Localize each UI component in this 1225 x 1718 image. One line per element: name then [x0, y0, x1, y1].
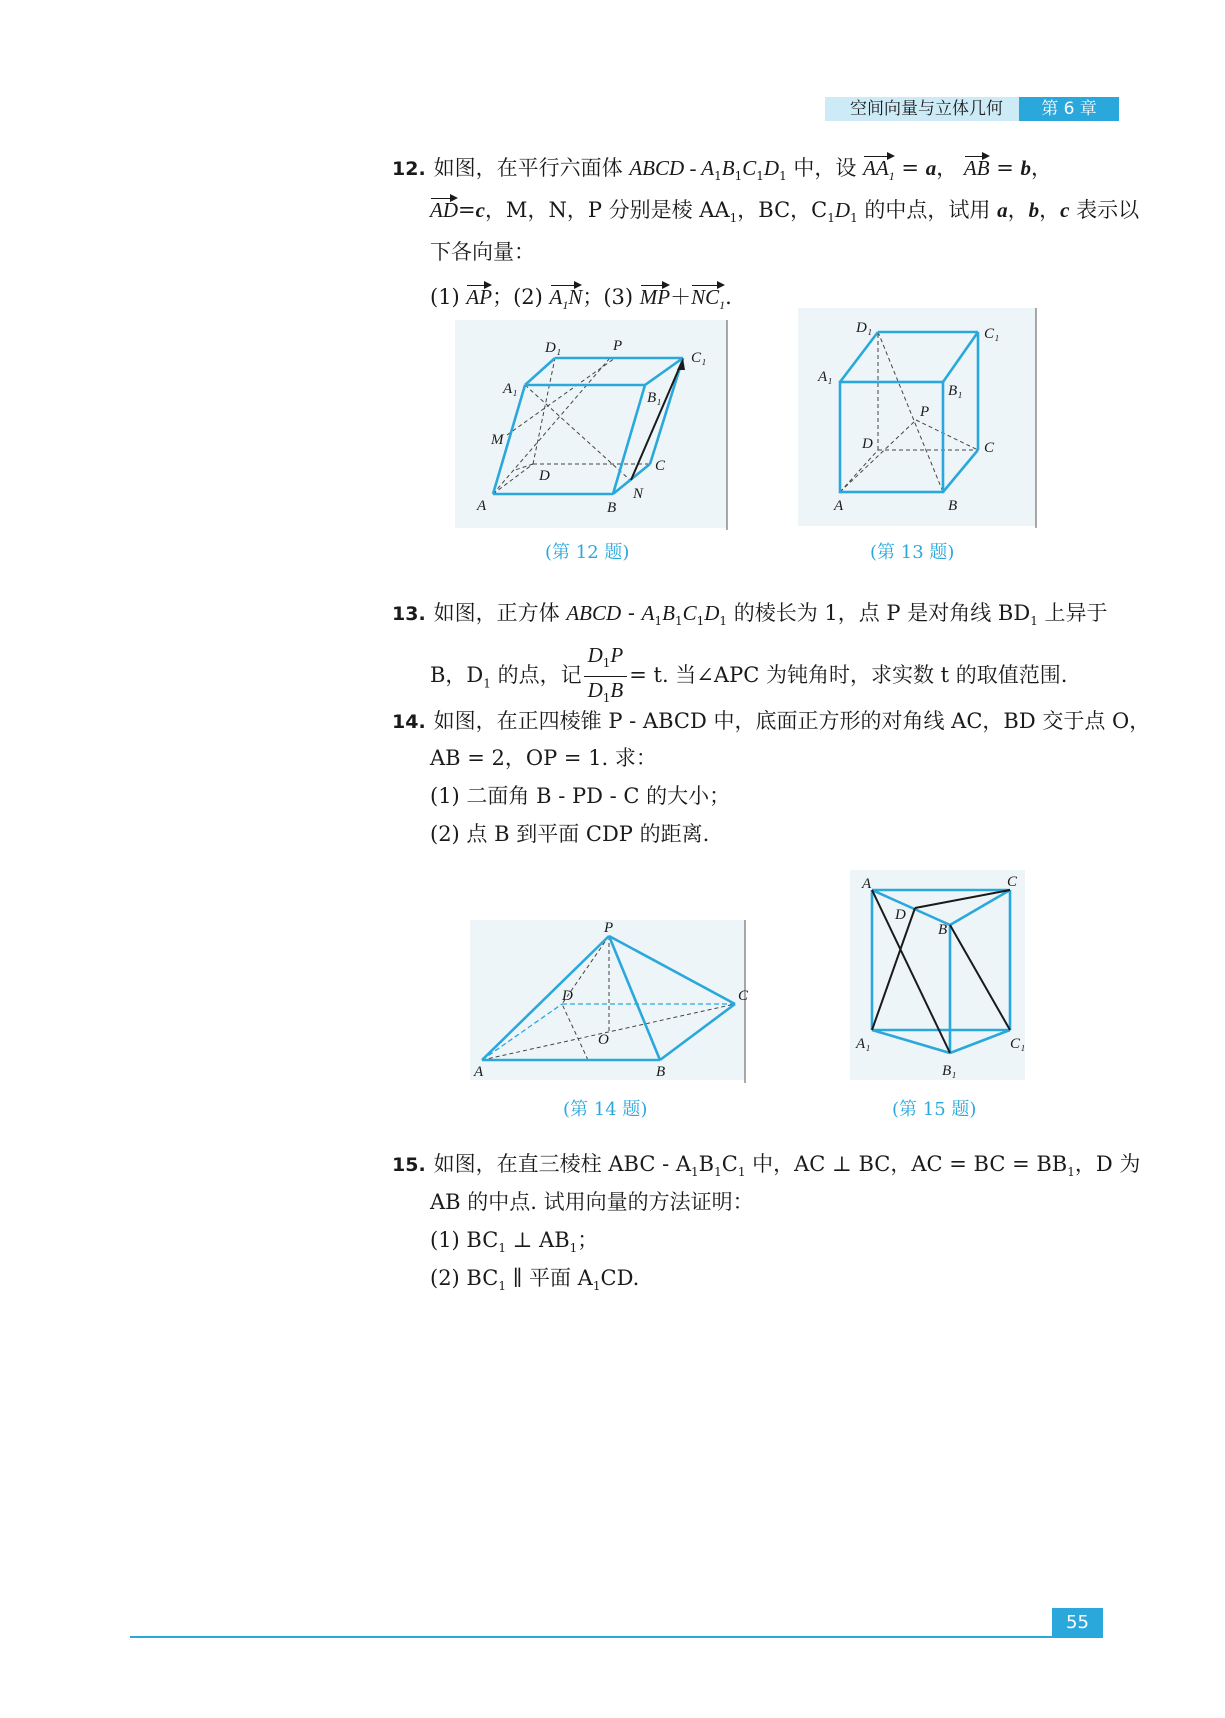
svg-text:D: D — [562, 988, 573, 1004]
problem-14-line-1: 14. 如图，在正四棱锥 P - ABCD 中，底面正方形的对角线 AC，BD 交于点 O， — [392, 709, 1151, 733]
svg-text:C: C — [984, 440, 995, 456]
svg-text:O: O — [598, 1032, 609, 1048]
problem-12-line-4: (1) AP；(2) $A_1N$；(3) $MP+NC_1$. — [430, 285, 732, 313]
svg-text:C: C — [655, 458, 666, 474]
svg-text:B₁: B₁ — [942, 1063, 957, 1079]
svg-text:C: C — [1007, 874, 1018, 890]
problem-15-line-2: AB 的中点. 试用向量的方法证明： — [430, 1190, 754, 1214]
vector-AD: AD — [430, 198, 458, 222]
vector-AA1: $AA_1$ — [863, 156, 895, 184]
svg-text:D₁: D₁ — [545, 340, 562, 356]
page-number: 55 — [1052, 1608, 1103, 1638]
svg-text:D: D — [895, 907, 906, 923]
figure-13-cube — [798, 308, 1040, 528]
svg-text:C: C — [738, 988, 749, 1004]
problem-13-line-2: B，$D_1$ 的点，记 $\frac{D_1P}{D_1B}$ = t. 当∠APC 为钝角时，求实数 t 的取值范围. — [430, 642, 1067, 711]
svg-text:A₁: A₁ — [818, 369, 833, 385]
problem-14-line-4: (2) 点 B 到平面 CDP 的距离. — [430, 822, 710, 846]
svg-text:B: B — [607, 500, 617, 516]
fraction-D1P-over-D1B: $\frac{D_1P}{D_1B}$ — [584, 642, 628, 711]
svg-text:A: A — [477, 498, 487, 514]
svg-text:A: A — [834, 498, 844, 514]
problem-15-line-1: 15. 如图，在直三棱柱 ABC - $A_1B_1C_1$ 中，AC ⊥ BC，AC = BC = $BB_1$，D 为 — [392, 1152, 1141, 1180]
svg-text:D: D — [862, 436, 873, 452]
figure-15-prism — [850, 870, 1030, 1085]
svg-text:P: P — [920, 404, 930, 420]
svg-text:C₁: C₁ — [691, 350, 707, 366]
running-header-chapter: 第 6 章 — [1019, 97, 1119, 121]
problem-13-line-1: 13. 如图，正方体 ABCD - $A_1B_1C_1D_1$ 的棱长为 1，点 P 是对角线 $BD_1$ 上异于 — [392, 601, 1108, 629]
svg-text:B: B — [938, 922, 948, 938]
figure-12-caption: (第 12 题) — [545, 542, 630, 563]
svg-text:D: D — [539, 468, 550, 484]
problem-12-line-3: 下各向量： — [430, 240, 535, 264]
problem-number: 12. — [392, 158, 426, 180]
svg-text:M: M — [491, 432, 504, 448]
figure-15-caption: (第 15 题) — [892, 1099, 977, 1120]
svg-text:A₁: A₁ — [856, 1036, 871, 1052]
svg-text:B₁: B₁ — [948, 383, 963, 399]
vector-MP: MP — [639, 285, 671, 309]
footer-rule — [130, 1636, 1103, 1638]
svg-text:B₁: B₁ — [647, 390, 662, 406]
vector-NC1: $NC_1$ — [691, 285, 726, 313]
svg-text:B: B — [948, 498, 958, 514]
problem-12-line-2: AD=c，M，N，P 分别是棱 $AA_1$，BC，$C_1D_1$ 的中点，试用 a，b，c 表示以 — [430, 198, 1140, 226]
svg-text:A₁: A₁ — [503, 381, 518, 397]
problem-14-line-3: (1) 二面角 B - PD - C 的大小； — [430, 784, 731, 808]
figure-14-caption: (第 14 题) — [563, 1099, 648, 1120]
problem-12-line-1: 12. 如图，在平行六面体 ABCD - $A_1B_1C_1D_1$ 中，设 $AA_1 = a$， AB = b， — [392, 156, 1053, 184]
problem-15-line-4: (2) $BC_1$ ∥ 平面 $A_1CD$. — [430, 1266, 640, 1294]
vector-AB: AB — [963, 156, 990, 180]
problem-14-line-2: AB = 2，OP = 1. 求： — [430, 746, 657, 770]
running-header-section: 空间向量与立体几何 — [825, 97, 1028, 121]
vector-A1N: $A_1N$ — [549, 285, 583, 313]
figure-14-pyramid — [470, 920, 750, 1085]
svg-text:A: A — [474, 1064, 484, 1080]
svg-text:B: B — [656, 1064, 666, 1080]
svg-text:D₁: D₁ — [856, 320, 873, 336]
figure-12-parallelepiped — [455, 320, 730, 530]
figure-13-caption: (第 13 题) — [870, 542, 955, 563]
svg-text:C₁: C₁ — [1010, 1036, 1026, 1052]
vector-AP: AP — [466, 285, 493, 309]
svg-text:C₁: C₁ — [984, 326, 1000, 342]
svg-text:A: A — [862, 876, 872, 892]
problem-15-line-3: (1) $BC_1$ ⊥ $AB_1$； — [430, 1228, 599, 1256]
svg-text:P: P — [604, 920, 614, 936]
svg-text:N: N — [633, 486, 644, 502]
svg-text:P: P — [613, 338, 623, 354]
